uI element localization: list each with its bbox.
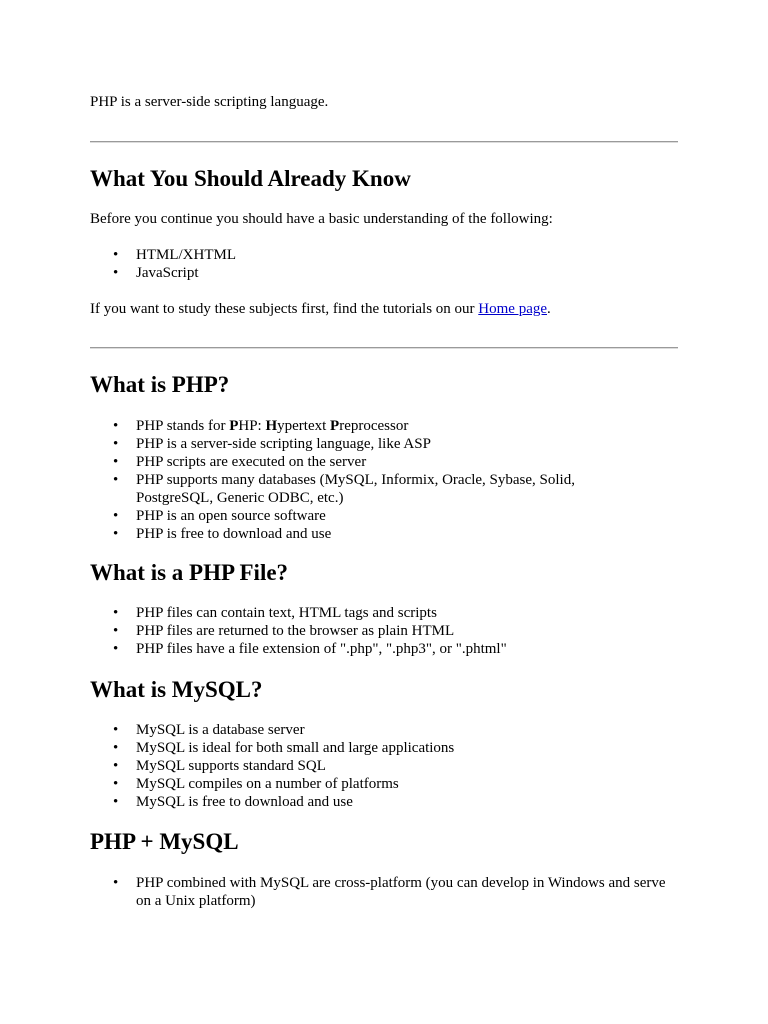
list-item: • PHP supports many databases (MySQL, Informix, Oracle, Sybase, Solid, PostgreSQL, Generic ODBC, etc.)	[90, 471, 650, 507]
heading-what-is-php-file: What is a PHP File?	[90, 560, 289, 585]
heading-what-is-mysql: What is MySQL?	[90, 677, 263, 702]
heading-what-you-should-know: What You Should Already Know	[90, 166, 411, 191]
prerequisites-lead: Before you continue you should have a basic understanding of the following:	[90, 211, 553, 227]
list-item: • PHP is free to download and use	[90, 525, 650, 543]
home-page-link[interactable]: Home page	[478, 301, 548, 317]
list-item: • PHP is a server-side scripting language, like ASP	[90, 435, 650, 453]
horizontal-rule	[90, 347, 678, 349]
study-text-end: .	[547, 301, 551, 317]
list-item: • MySQL supports standard SQL	[90, 757, 650, 775]
horizontal-rule	[90, 141, 678, 143]
list-item: • MySQL is a database server	[90, 721, 650, 739]
php-file-list	[90, 604, 650, 658]
list-item: • JavaScript	[90, 264, 650, 282]
heading-php-mysql: PHP + MySQL	[90, 829, 239, 854]
list-item: • PHP is an open source software	[90, 507, 650, 525]
study-paragraph	[90, 300, 551, 318]
intro-paragraph: PHP is a server-side scripting language.	[90, 94, 329, 110]
list-item: • PHP files can contain text, HTML tags and scripts	[90, 604, 650, 622]
list-item: • MySQL is free to download and use	[90, 793, 650, 811]
list-item: • MySQL is ideal for both small and large applications	[90, 739, 650, 757]
prerequisites-list	[90, 246, 650, 282]
list-item: • PHP files are returned to the browser as plain HTML	[90, 622, 650, 640]
study-text: If you want to study these subjects first, find the tutorials on our	[90, 301, 479, 317]
list-item: • PHP files have a file extension of ".php", ".php3", or ".phtml"	[90, 640, 650, 658]
list-item: • HTML/XHTML	[90, 246, 650, 264]
php-facts-list	[90, 417, 650, 543]
php-mysql-list	[90, 874, 678, 910]
list-item: • MySQL compiles on a number of platforms	[90, 775, 650, 793]
list-item: • PHP scripts are executed on the server	[90, 453, 650, 471]
mysql-list	[90, 721, 650, 811]
list-item-php-acronym: • PHP stands for PHP: Hypertext Preprocessor	[90, 417, 650, 435]
heading-what-is-php: What is PHP?	[90, 372, 230, 397]
list-item: • PHP combined with MySQL are cross-platform (you can develop in Windows and serve on a Unix platform)	[90, 874, 678, 910]
